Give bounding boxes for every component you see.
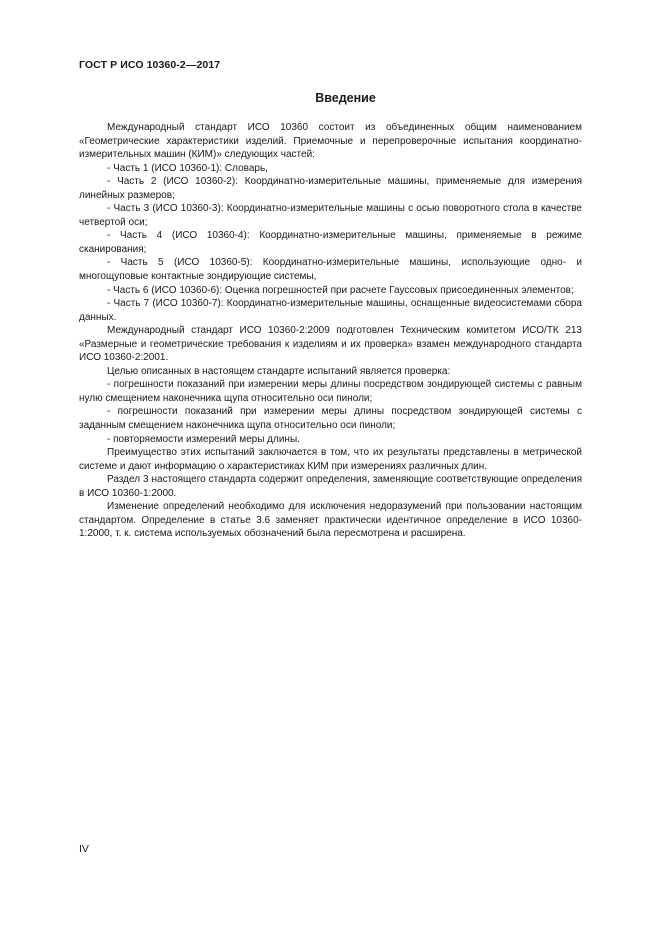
paragraph: Международный стандарт ИСО 10360-2:2009 подготовлен Техническим комитетом ИСО/ТК 213 «Размерные и геометрические требования к изделиям и их проверка» взамен международного стандарта ИСО 10360-2:2001. — [79, 325, 582, 364]
list-item: - Часть 2 (ИСО 10360-2): Координатно-измерительные машины, применяемые для измерения линейных размеров; — [79, 176, 582, 201]
paragraph: Раздел 3 настоящего стандарта содержит определения, заменяющие соответствующие определения в ИСО 10360-1:2000. — [79, 474, 582, 499]
list-item: - Часть 6 (ИСО 10360-6): Оценка погрешностей при расчете Гауссовых присоединенных элементов; — [107, 284, 574, 296]
list-item: - Часть 4 (ИСО 10360-4): Координатно-измерительные машины, применяемые в режиме сканирования; — [79, 230, 582, 255]
document-header: ГОСТ Р ИСО 10360-2—2017 — [79, 59, 221, 71]
paragraph: Международный стандарт ИСО 10360 состоит из объединенных общим наименованием «Геометрические характеристики изделий. Приемочные и перепроверочные испытания координатно-измерительных машин (КИМ)» следующих частей: — [79, 122, 582, 161]
paragraph: Целью описанных в настоящем стандарте испытаний является проверка: — [107, 365, 451, 377]
list-item: - Часть 5 (ИСО 10360-5): Координатно-измерительные машины, использующие одно- и многощуповые контактные зондирующие системы, — [79, 257, 582, 283]
list-item: - Часть 7 (ИСО 10360-7): Координатно-измерительные машины, оснащенные видеосистемами сбора данных. — [79, 298, 582, 323]
introduction-body — [79, 121, 582, 541]
paragraph: Преимущество этих испытаний заключается в том, что их результаты представлены в метрической системе и дают информацию о характеристиках КИМ при измерениях различных длин. — [79, 447, 582, 472]
list-item: - погрешности показаний при измерении меры длины посредством зондирующей системы с заданным смещением наконечника щупа относительно оси пиноли; — [79, 406, 582, 432]
list-item: - повторяемости измерений меры длины. — [107, 433, 300, 445]
page-number: IV — [79, 843, 89, 855]
list-item: - Часть 1 (ИСО 10360-1): Словарь, — [107, 162, 268, 174]
list-item: - Часть 3 (ИСО 10360-3): Координатно-измерительные машины с осью поворотного стола в качестве четвертой оси; — [79, 203, 582, 228]
list-item: - погрешности показаний при измерении меры длины посредством зондирующей системы с равным нулю смещением наконечника щупа относительно оси пиноли; — [79, 379, 582, 404]
section-title: Введение — [315, 91, 376, 105]
paragraph: Изменение определений необходимо для исключения недоразумений при пользовании настоящим стандартом. Определение в статье 3.6 заменяет практически идентичное определение в ИСО 10360-1:2000, т. к. система используемых обозначений была пересмотрена и расширена. — [79, 501, 582, 540]
